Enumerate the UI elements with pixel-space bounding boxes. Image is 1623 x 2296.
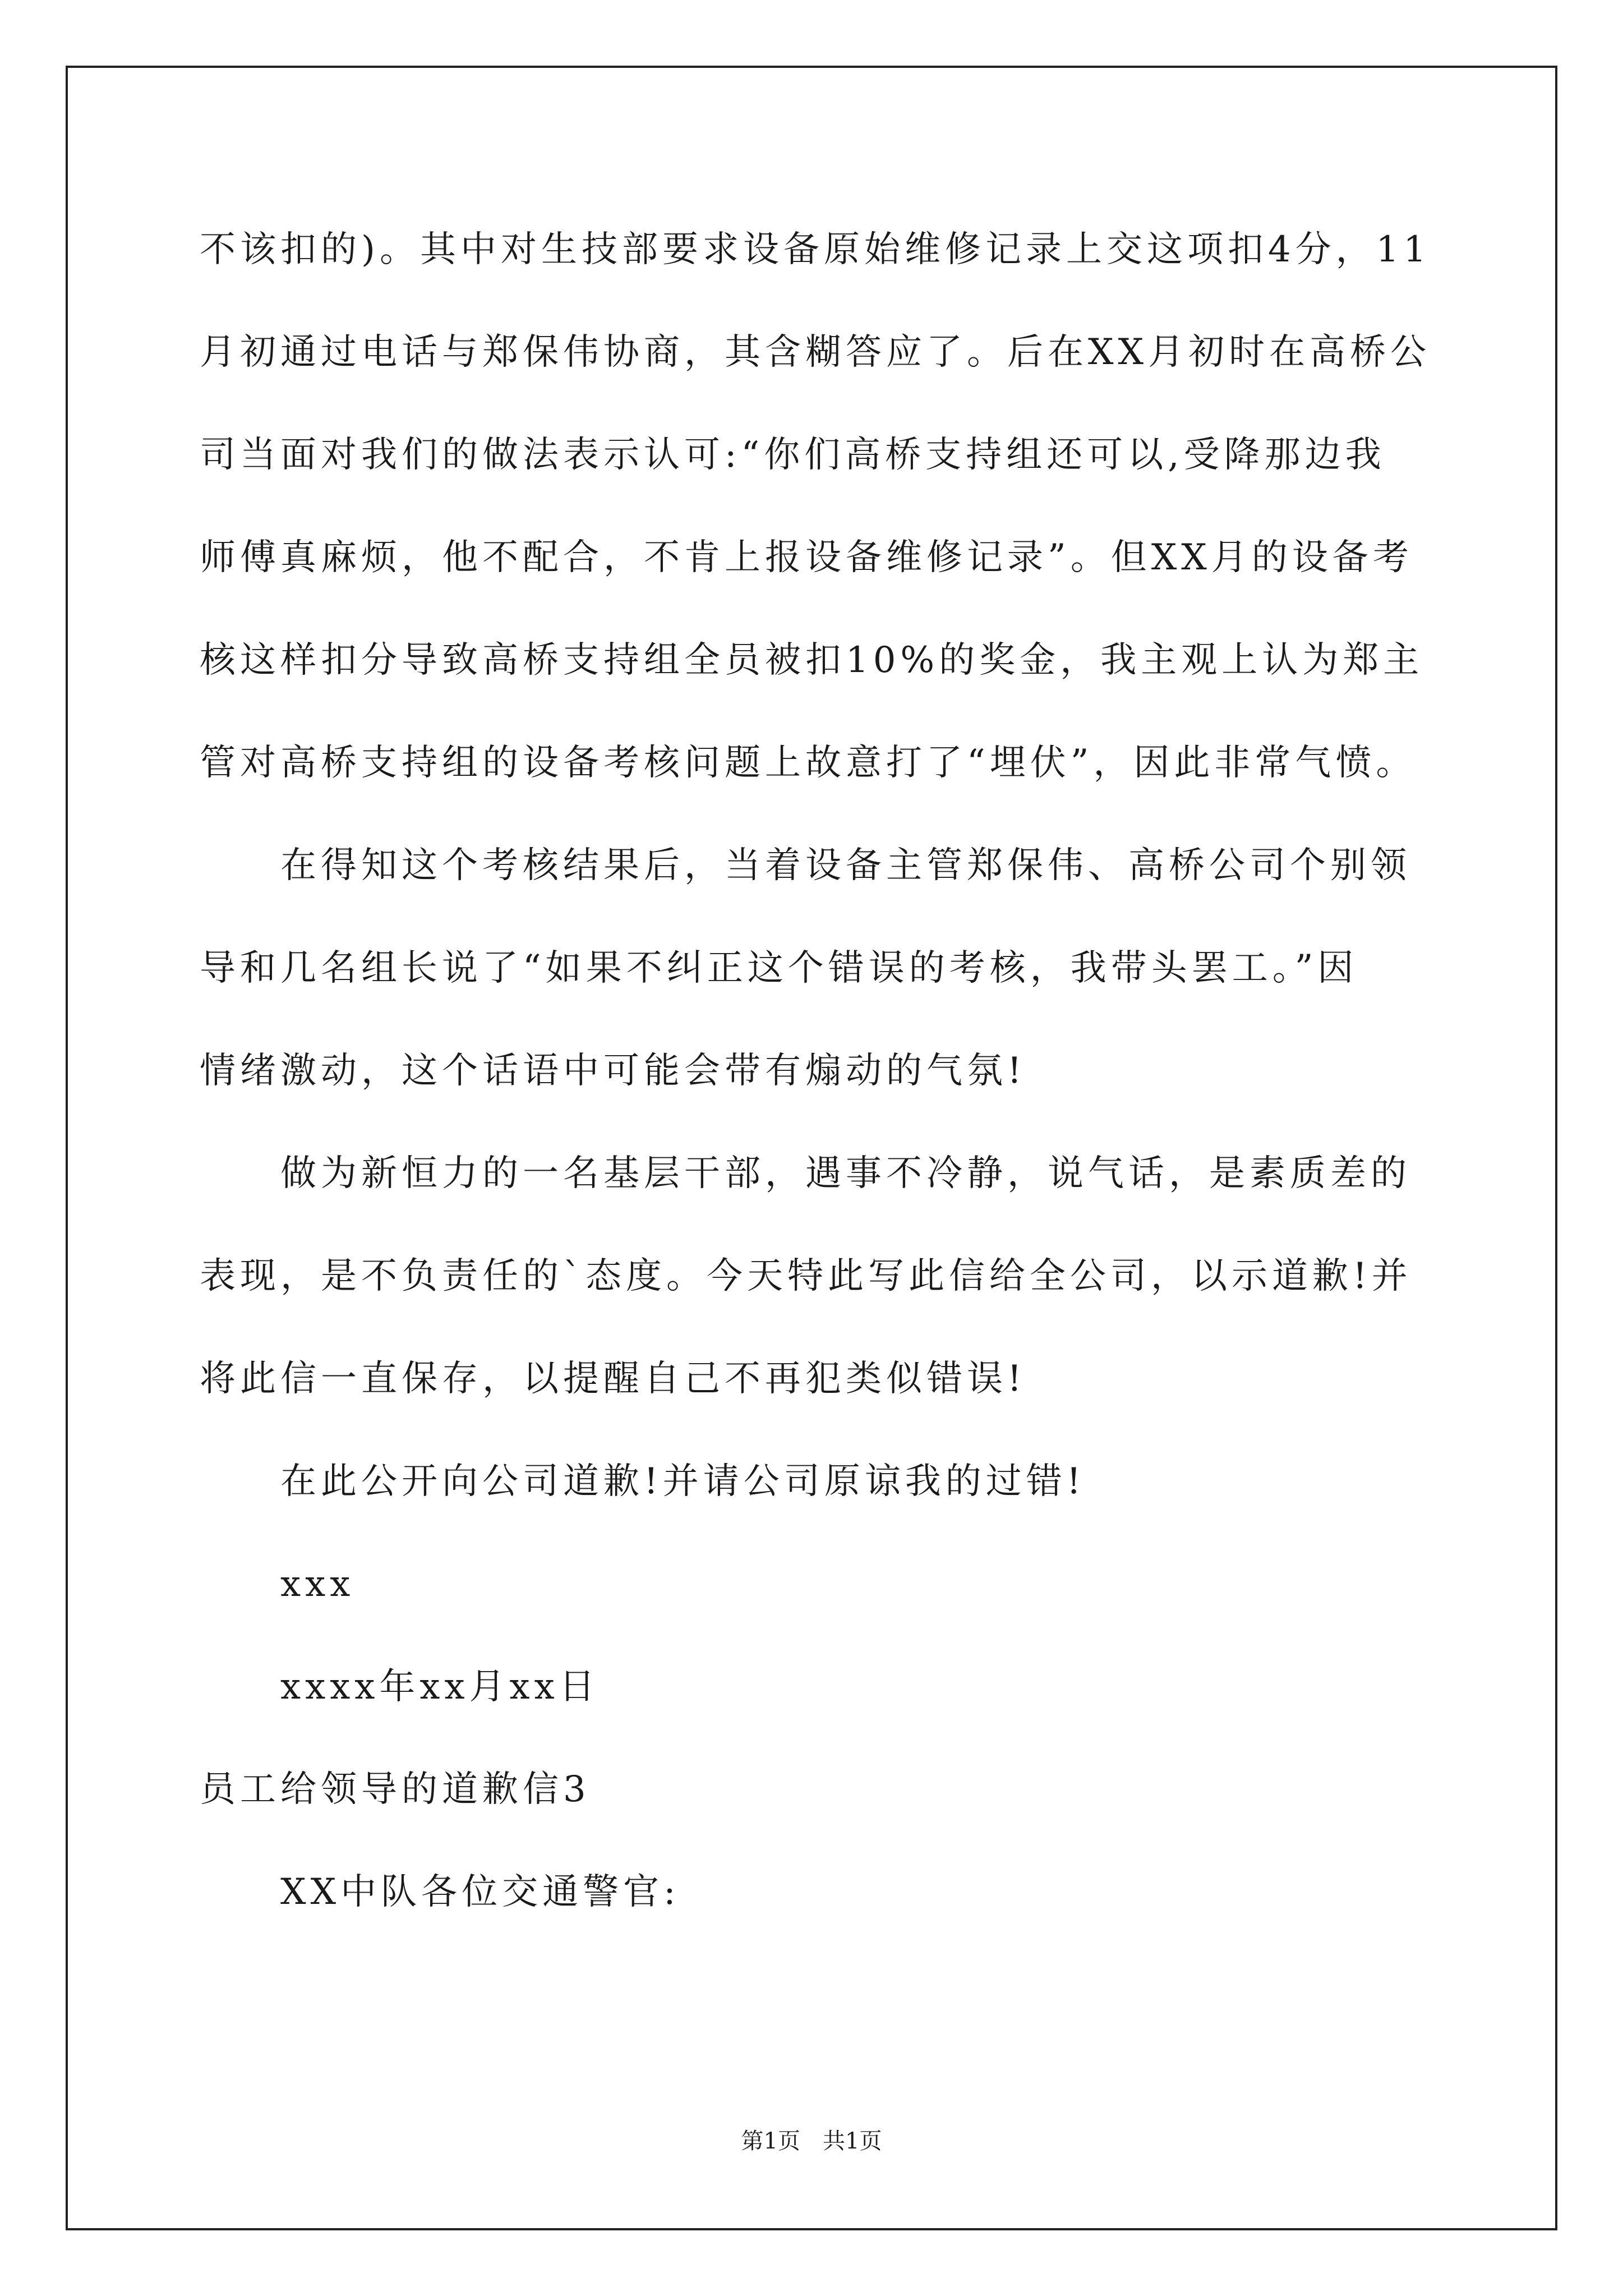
signature-name: xxx [280,1563,355,1605]
signature-date: xxxx年xx月xx日 [280,1666,600,1708]
paragraph-line: 月初通过电话与郑保伟协商，其含糊答应了。后在XX月初时在高桥公 [200,332,1431,373]
paragraph-line: 将此信一直保存，以提醒自己不再犯类似错误! [200,1358,1026,1400]
paragraph-line: 管对高桥支持组的设备考核问题上故意打了“埋伏”，因此非常气愤。 [200,742,1417,784]
paragraph-line: 核这样扣分导致高桥支持组全员被扣10%的奖金，我主观上认为郑主 [200,639,1424,681]
paragraph-line: 情绪激动，这个话语中可能会带有煽动的气氛! [200,1050,1026,1092]
paragraph-line: 在此公开向公司道歉!并请公司原谅我的过错! [280,1461,1086,1502]
paragraph-line: 师傅真麻烦，他不配合，不肯上报设备维修记录”。但XX月的设备考 [200,537,1413,578]
paragraph-line: 做为新恒力的一名基层干部，遇事不冷静，说气话，是素质差的 [280,1153,1411,1194]
paragraph-line: 不该扣的)。其中对生技部要求设备原始维修记录上交这项扣4分，11 [200,229,1431,270]
page-number: 第1页 共1页 [741,2128,882,2154]
paragraph-line: 在得知这个考核结果后，当着设备主管郑保伟、高桥公司个别领 [280,845,1411,886]
paragraph-line: 导和几名组长说了“如果不纠正这个错误的考核，我带头罢工。”因 [200,947,1358,989]
salutation: XX中队各位交通警官: [280,1871,680,1913]
paragraph-line: 表现，是不负责任的`态度。今天特此写此信给全公司，以示道歉!并 [200,1255,1412,1297]
paragraph-line: 司当面对我们的做法表示认可:“你们高桥支持组还可以,受降那边我 [200,434,1386,476]
section-heading: 员工给领导的道歉信3 [200,1769,591,1810]
